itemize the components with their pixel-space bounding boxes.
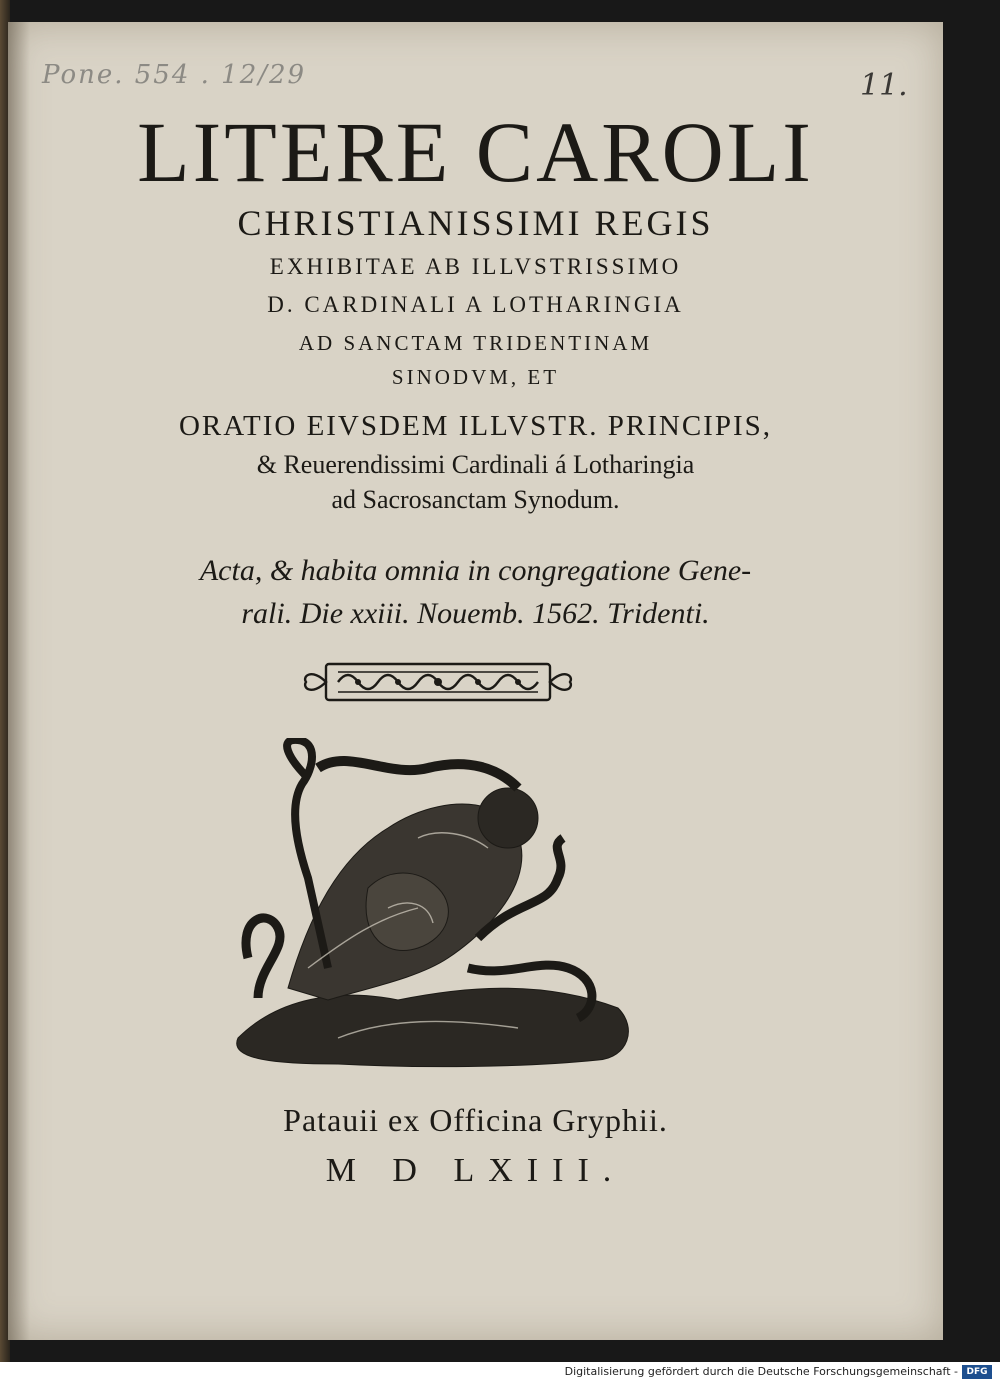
title-line: SINODVM, ET <box>391 365 560 389</box>
oratio-line: ad Sacrosanctam Synodum. <box>331 485 620 514</box>
title-line: D. CARDINALI A LOTHARINGIA <box>267 292 684 317</box>
title-page <box>8 22 943 1340</box>
footer-credit: Digitalisierung gefördert durch die Deutsche Forschungsgemeinschaft - <box>564 1365 958 1378</box>
page-gutter-shadow <box>8 22 30 1340</box>
title-line: AD SANCTAM TRIDENTINAM <box>298 331 653 355</box>
dfg-logo-icon: DFG <box>962 1365 992 1379</box>
title-line: CHRISTIANISSIMI REGIS <box>237 203 714 243</box>
oratio-line: ORATIO EIVSDEM ILLVSTR. PRINCIPIS, <box>178 410 772 442</box>
printer-ornament-icon <box>298 656 578 708</box>
woodcut-device-icon <box>218 738 648 1078</box>
handwritten-folio-number: 11. <box>860 68 908 103</box>
acta-line: rali. Die xxiii. Nouemb. 1562. Tridenti. <box>241 597 710 630</box>
oratio-line: & Reuerendissimi Cardinali á Lotharingia <box>256 450 695 479</box>
imprint-date: M D LXIII. <box>325 1152 626 1189</box>
acta-line: Acta, & habita omnia in congregatione Gene- <box>199 554 752 587</box>
handwritten-shelfmark: Pone. 554 . 12/29 <box>42 60 307 90</box>
title-line: LITERE CAROLI <box>137 104 814 200</box>
footer-bar <box>0 1362 1000 1383</box>
imprint-line: Patauii ex Officina Gryphii. <box>283 1102 668 1138</box>
title-line: EXHIBITAE AB ILLVSTRISSIMO <box>269 254 682 279</box>
